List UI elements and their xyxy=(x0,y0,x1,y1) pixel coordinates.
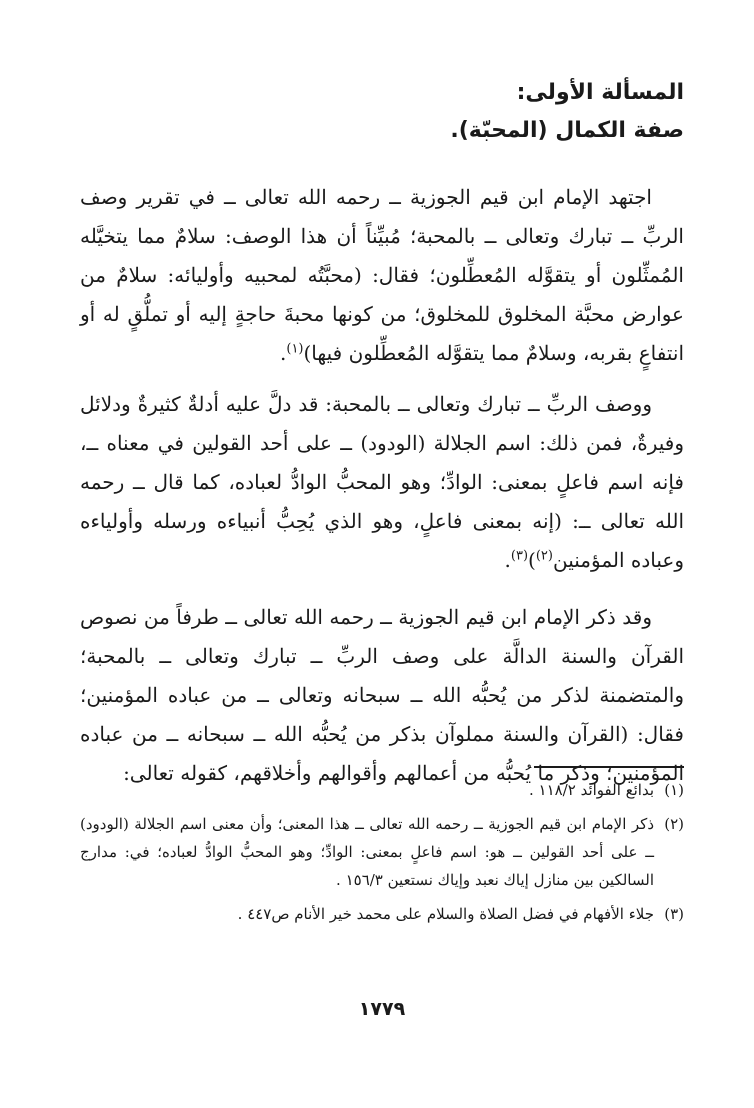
paragraph-3-text: وقد ذكر الإمام ابن قيم الجوزية ــ رحمه الله تعالى ــ طرفاً من نصوص القرآن والسنة الدالَّة على وصف الربِّ ــ تبارك وتعالى ــ بالمحبة؛ والمتضمنة لذكر من يُحبُّه الله ــ سبحانه وتعالى ــ من عباده المؤمنين؛ فقال: (القرآن والسنة مملوآن بذكر من يُحبُّه الله ــ سبحانه ــ من عباده المؤمنين؛ وذكر ما يُحبُّه من أعمالهم وأقوالهم وأخلاقهم، كقوله تعالى: xyxy=(80,605,684,785)
footnote-number: (٢) xyxy=(664,815,684,833)
footnote-ref-1: (١) xyxy=(286,341,304,357)
footnote-ref-3: (٣) xyxy=(510,548,529,564)
footnote-divider xyxy=(534,766,684,768)
paragraph-1-tail: . xyxy=(280,341,287,365)
paragraph-2-mid: ) xyxy=(528,548,536,572)
issue-heading: المسألة الأولى: xyxy=(516,80,684,105)
paragraph-1-text: اجتهد الإمام ابن قيم الجوزية ــ رحمه الله تعالى ــ في تقرير وصف الربِّ ــ تبارك وتعالى ــ بالمحبة؛ مُبيِّناً أن هذا الوصف: سلامٌ مما يتخيَّله المُمثِّلون أو يتقوَّله المُعطِّلون؛ فقال: (محبَّتُه لمحبيه وأوليائه: سلامٌ من عوارض محبَّة المخلوق للمخلوق؛ من كونها محبةَ حاجةٍ إليه أو تملُّقٍ له أو انتفاعٍ بقربه، وسلامٌ مما يتقوَّله المُعطِّلون فيها) xyxy=(80,185,684,365)
paragraph-1 xyxy=(80,178,684,373)
page-number: ١٧٧٩ xyxy=(358,998,406,1020)
footnote-text: ذكر الإمام ابن قيم الجوزية ــ رحمه الله تعالى ــ هذا المعنى؛ وأن معنى اسم الجلالة (الودود) ــ على أحد القولين ــ هو: اسم فاعلٍ بمعنى: الوادِّ؛ وهو المحبُّ الوادُّ لعباده؛ في: مدارج السالكين بين منازل إياك نعبد وإياك نستعين ١٥٦/٣ . xyxy=(80,815,654,889)
paragraph-2 xyxy=(80,385,684,580)
footnote-number: (١) xyxy=(664,781,684,799)
attribute-heading: صفة الكمال (المحبّة). xyxy=(450,118,684,143)
footnote-3 xyxy=(80,900,684,928)
footnote-2 xyxy=(80,810,684,894)
footnotes xyxy=(80,776,684,934)
footnote-text: جلاء الأفهام في فضل الصلاة والسلام على محمد خير الأنام ص٤٤٧ . xyxy=(237,905,654,923)
footnote-ref-2: (٢) xyxy=(535,548,553,564)
footnote-1 xyxy=(80,776,684,804)
paragraph-3 xyxy=(80,598,684,793)
paragraph-2-text: ووصف الربِّ ــ تبارك وتعالى ــ بالمحبة: قد دلَّ عليه أدلةٌ كثيرةٌ ودلائل وفيرةٌ، فمن ذلك: اسم الجلالة (الودود) ــ على أحد القولين في معناه ــ، فإنه اسم فاعلٍ بمعنى: الوادِّ؛ وهو المحبُّ الوادُّ لعباده، كما قال ــ رحمه الله تعالى ــ: (إنه بمعنى فاعلٍ، وهو الذي يُحِبُّ أنبياءه ورسله وأولياءه وعباده المؤمنين xyxy=(80,392,684,572)
footnote-text: بدائع الفوائد ١١٨/٢ . xyxy=(528,781,654,799)
footnote-number: (٣) xyxy=(664,905,684,923)
paragraph-2-tail: . xyxy=(504,548,511,572)
page-content xyxy=(80,70,684,1020)
